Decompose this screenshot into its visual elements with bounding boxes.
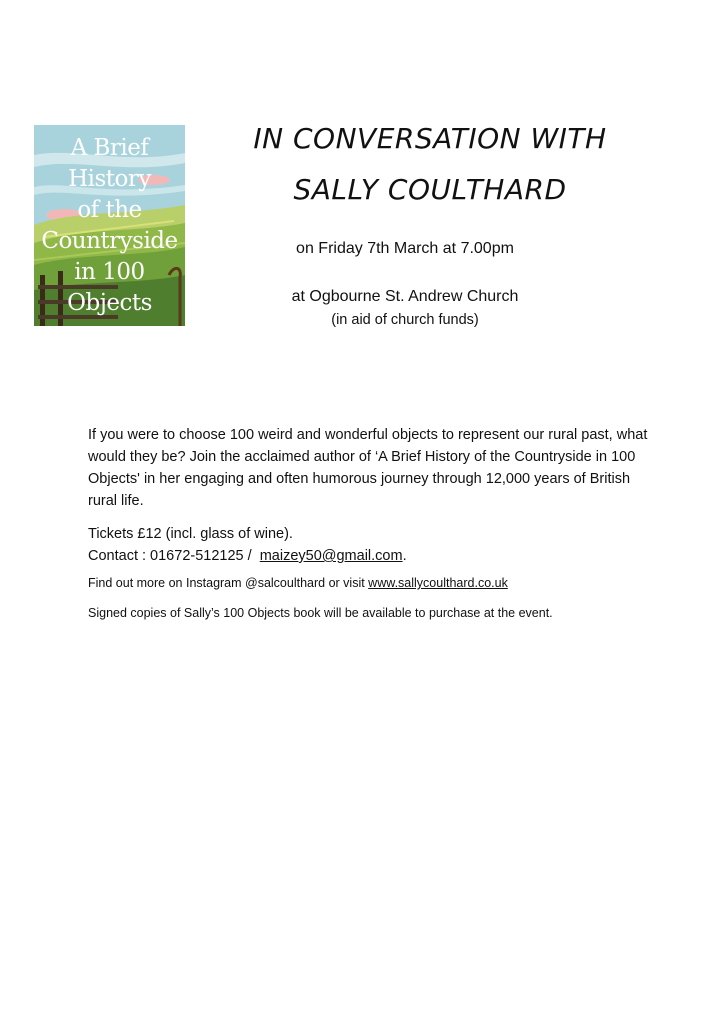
heading-line-2: SALLY COULTHARD: [293, 173, 567, 206]
contact-line: [88, 545, 658, 567]
cover-title-line: History: [68, 166, 151, 192]
instagram-text: Find out more on Instagram @salcoulthard or visit: [88, 576, 369, 590]
cover-title-line: A Brief: [70, 135, 149, 161]
event-description: If you were to choose 100 weird and wonderful objects to represent our rural past, what would they be? Join the acclaimed author of ‘A Brief History of the Countryside in 100 Objects' in her engaging and often humorous journey through 12,000 years of British rural life.: [88, 427, 648, 509]
more-info-line: [88, 576, 688, 590]
contact-phone: Contact : 01672-512125 /: [88, 548, 260, 564]
cover-title-line: Objects: [67, 290, 152, 316]
event-date: on Friday 7th March at 7.00pm: [296, 240, 514, 257]
book-cover-title: [34, 133, 185, 319]
contact-email-link[interactable]: maizey50@gmail.com: [259, 548, 403, 564]
heading-line-1: IN CONVERSATION WITH: [253, 122, 607, 155]
book-cover-image: [34, 125, 185, 326]
signed-copies-note: Signed copies of Sally’s 100 Objects book will be available to purchase at the event.: [88, 606, 553, 620]
event-venue: at Ogbourne St. Andrew Church: [291, 288, 519, 305]
cover-title-line: in 100: [74, 259, 145, 285]
website-link[interactable]: www.sallycoulthard.co.uk: [368, 576, 508, 590]
event-aid-note: (in aid of church funds): [331, 312, 479, 328]
contact-suffix: .: [402, 548, 407, 564]
ticket-info: Tickets £12 (incl. glass of wine).: [88, 526, 293, 542]
cover-title-line: of the: [77, 197, 142, 223]
cover-title-line: Countryside: [41, 228, 178, 254]
